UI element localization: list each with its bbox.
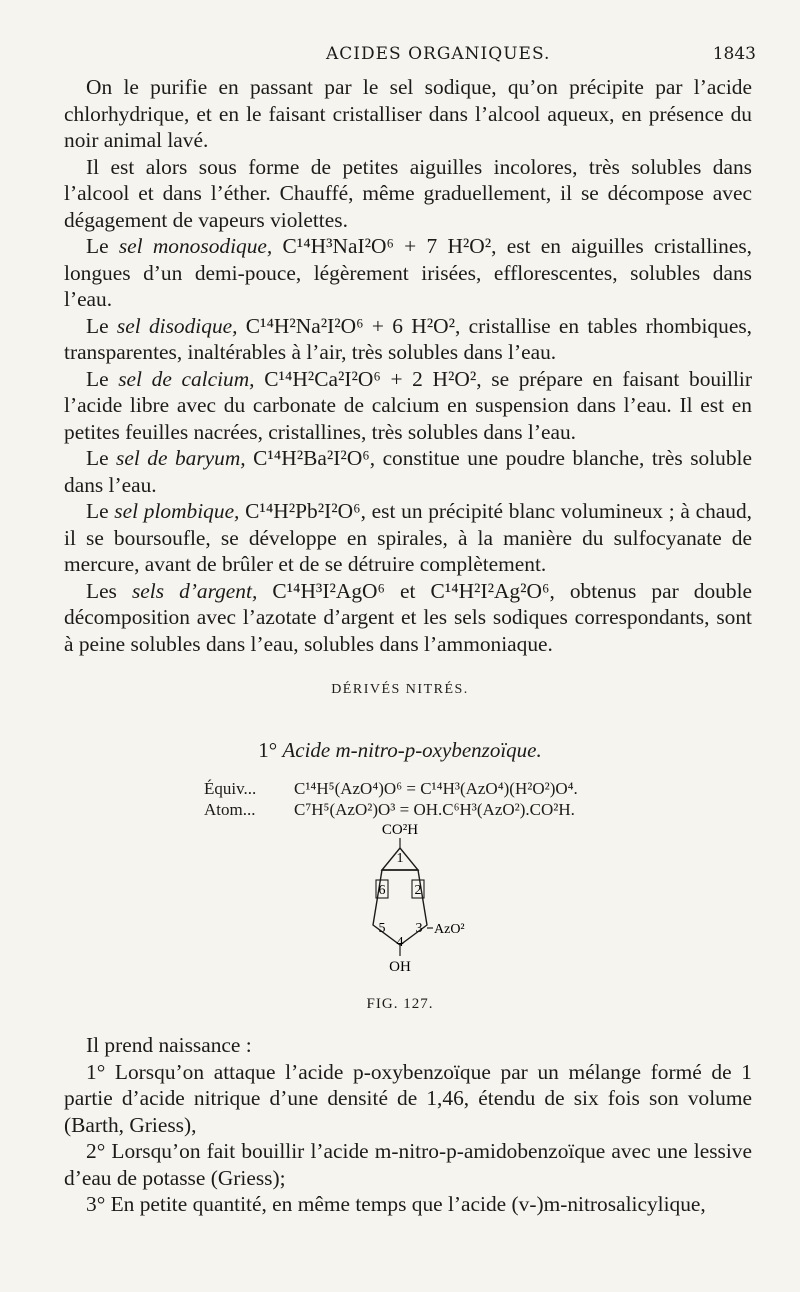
bottom-text-block	[64, 1032, 752, 1218]
paragraph-text: C¹⁴H²Na²I²O⁶ + 6 H²O², cristallise en tables rhombiques, transparentes, inaltérables à l’air, très solubles dans l’eau.	[64, 313, 752, 364]
formula-row-equiv	[204, 779, 764, 801]
subsection-title	[0, 738, 800, 763]
paragraph: 1° Lorsqu’on attaque l’acide p-oxybenzoïque par un mélange formé de 1 partie d’acide nitrique d’une densité de 1,46, étendu de six fois son volume (Barth, Griess),	[64, 1059, 752, 1137]
salt-name: sel plombique,	[114, 499, 240, 523]
position-label-5: 5	[378, 921, 386, 936]
paragraph-prefix: Le	[86, 234, 119, 258]
paragraph-text: C¹⁴H²Ba²I²O⁶, constitue une poudre blanche, très soluble dans l’eau.	[64, 446, 752, 497]
paragraph-prefix: Les	[86, 578, 132, 603]
benzene-ring-diagram	[300, 818, 500, 978]
subsection-number: 1°	[258, 738, 278, 762]
paragraph-text: On le purifie en passant par le sel sodique, qu’on précipite par l’acide chlorhydrique, et en le faisant cristalliser dans l’alcool aqueux, en présence du noir animal lavé.	[64, 75, 752, 152]
paragraph	[64, 313, 752, 366]
paragraph	[64, 233, 752, 313]
paragraph	[64, 498, 752, 578]
paragraph: 3° En petite quantité, en même temps que l’acide (v-)m-nitrosalicylique,	[86, 1192, 706, 1216]
paragraph	[64, 366, 752, 446]
paragraph-prefix: Le	[86, 313, 117, 338]
nitro-group-label: AzO²	[434, 922, 465, 937]
position-label-1: 1	[396, 851, 404, 866]
paragraph-text: C¹⁴H³NaI²O⁶ + 7 H²O², est en aiguilles cristallines, longues d’un demi-pouce, légèrement irisées, efflorescentes, solubles dans l’eau.	[64, 234, 752, 311]
carboxyl-group-label: CO²H	[381, 822, 419, 838]
paragraph: Il prend naissance :	[86, 1033, 252, 1057]
paragraph-text: C¹⁴H³I²AgO⁶ et C¹⁴H²I²Ag²O⁶, obtenus par double décomposition avec l’azotate d’argent et les sels sodiques correspondants, sont à peine solubles dans l’eau, solubles dans l’ammoniaque.	[64, 578, 753, 656]
paragraph	[64, 154, 752, 234]
paragraph-prefix: Le	[86, 446, 117, 470]
running-title: ACIDES ORGANIQUES.	[326, 44, 551, 64]
page-number: 1843	[712, 44, 756, 64]
paragraph	[64, 445, 752, 498]
paragraph-prefix: Le	[86, 366, 119, 391]
paragraph-prefix: Le	[86, 499, 115, 523]
paragraph	[64, 74, 752, 154]
salt-name: sels d’argent,	[131, 578, 258, 603]
benzene-structure-figure	[300, 818, 500, 978]
paragraph-text: C¹⁴H²Pb²I²O⁶, est un précipité blanc volumineux ; à chaud, il se boursoufle, se développe en spirales, à la manière du sulfocyanate de mercure, avant de brûler et de se détruire complètement.	[64, 499, 752, 576]
formula-label: Atom...	[204, 800, 256, 819]
subsection-name: Acide m-nitro-p-oxybenzoïque.	[282, 738, 542, 762]
paragraph-text: C¹⁴H²Ca²I²O⁶ + 2 H²O², se prépare en faisant bouillir l’acide libre avec du carbonate de calcium en suspension dans l’eau. Il est en petites feuilles nacrées, cristallines, très solubles dans l’eau.	[64, 366, 752, 444]
salt-name: sel disodique,	[116, 313, 238, 338]
salt-name: sel de baryum,	[116, 446, 246, 470]
position-label-4: 4	[396, 935, 404, 950]
position-label-6: 6	[378, 883, 386, 898]
position-label-2: 2	[414, 883, 422, 898]
page-header	[0, 44, 800, 70]
hydroxyl-group-label: OH	[389, 959, 411, 975]
formula-value: C¹⁴H⁵(AzO⁴)O⁶ = C¹⁴H³(AzO⁴)(H²O²)O⁴.	[294, 779, 578, 798]
paragraph: 2° Lorsqu’on fait bouillir l’acide m-nitro-p-amidobenzoïque avec une lessive d’eau de potasse (Griess);	[64, 1139, 752, 1190]
formula-value: C⁷H⁵(AzO²)O³ = OH.C⁶H³(AzO²).CO²H.	[294, 800, 575, 819]
paragraph-text: Il est alors sous forme de petites aiguilles incolores, très solubles dans l’alcool et dans l’éther. Chauffé, même graduellement, il se décompose avec dégagement de vapeurs violettes.	[64, 154, 752, 232]
salt-name: sel de calcium,	[118, 366, 255, 391]
figure-caption: FIG. 127.	[366, 996, 434, 1012]
formula-label: Équiv...	[204, 779, 257, 798]
section-title: DÉRIVÉS NITRÉS.	[331, 682, 469, 697]
position-label-3: 3	[415, 921, 423, 936]
top-text-block	[64, 74, 752, 657]
paragraph	[64, 578, 752, 658]
salt-name: sel monosodique,	[118, 234, 273, 258]
